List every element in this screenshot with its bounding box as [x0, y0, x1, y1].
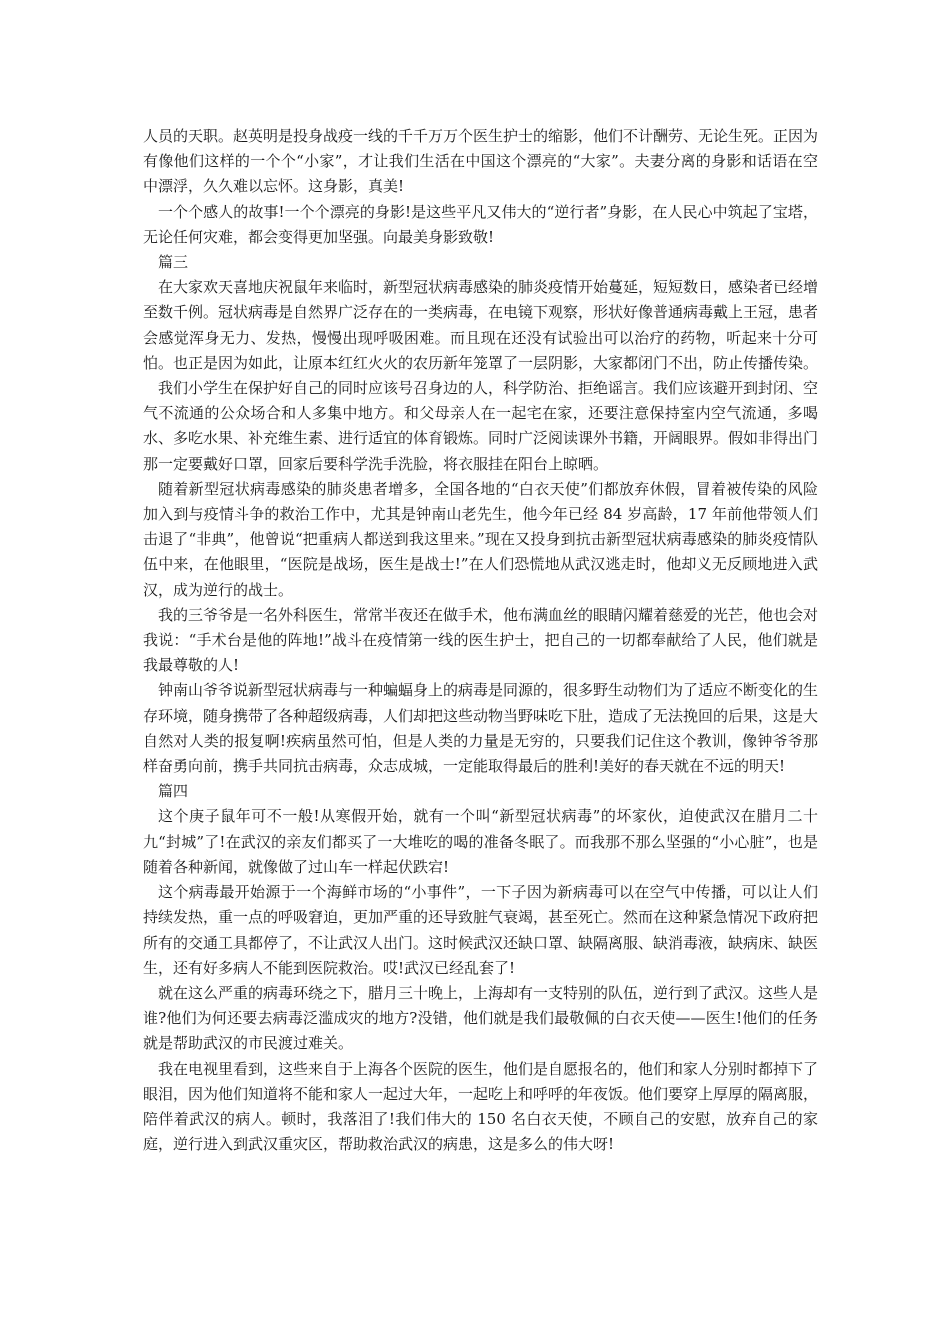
paragraph: 我的三爷爷是一名外科医生，常常半夜还在做手术，他布满血丝的眼睛闪耀着慈爱的光芒，他也会对我说：“手术台是他的阵地!”战斗在疫情第一线的医生护士，把自己的一切都奉献给了人民，他们就是我最尊敬的人!	[143, 605, 819, 675]
paragraph: 钟南山爷爷说新型冠状病毒与一种蝙蝠身上的病毒是同源的，很多野生动物们为了适应不断变化的生存环境，随身携带了各种超级病毒，人们却把这些动物当野味吃下肚，造成了无法挽回的后果，这是大自然对人类的报复啊!疾病虽然可怕，但是人类的力量是无穷的，只要我们记住这个教训，像钟爷爷那样奋勇向前，携手共同抗击病毒，众志成城，一定能取得最后的胜利!美好的春天就在不远的明天!	[143, 681, 819, 776]
paragraph: 我们小学生在保护好自己的同时应该号召身边的人，科学防治、拒绝谣言。我们应该避开到封闭、空气不流通的公众场合和人多集中地方。和父母亲人在一起宅在家，还要注意保持室内空气流通，多喝水、多吃水果、补充维生素、进行适宜的体育锻炼。同时广泛阅读课外书籍，开阔眼界。假如非得出门那一定要戴好口罩，回家后要科学洗手洗脸，将衣服挂在阳台上晾晒。	[143, 379, 819, 473]
paragraph: 人员的天职。赵英明是投身战疫一线的千千万万个医生护士的缩影，他们不计酬劳、无论生死。正因为有像他们这样的一个个“小家”，才让我们生活在中国这个漂亮的“大家”。夫妻分离的身影和话语在空中漂浮，久久难以忘怀。这身影，真美!	[143, 127, 819, 196]
paragraph: 这个庚子鼠年可不一般!从寒假开始，就有一个叫“新型冠状病毒”的坏家伙，迫使武汉在腊月二十九“封城”了!在武汉的亲友们都买了一大堆吃的喝的准备冬眠了。而我那不那么坚强的“小心脏”，也是随着各种新闻，就像做了过山车一样起伏跌宕!	[143, 807, 818, 876]
document-page	[143, 124, 818, 1157]
section-heading: 篇四	[158, 782, 189, 801]
section-heading: 篇三	[158, 253, 189, 272]
paragraph: 一个个感人的故事!一个个漂亮的身影!是这些平凡又伟大的“逆行者”身影，在人民心中筑起了宝塔，无论任何灾难，都会变得更加坚强。向最美身影致敬!	[143, 202, 818, 246]
paragraph: 我在电视里看到，这些来自于上海各个医院的医生，他们是自愿报名的，他们和家人分别时都掉下了眼泪，因为他们知道将不能和家人一起过大年，一起吃上和呼呼的年夜饭。他们要穿上厚厚的隔离服，陪伴着武汉的病人。顿时，我落泪了!我们伟大的 150 名白衣天使，不顾自己的安慰，放弃自己的家庭，逆行进入到武汉重灾区，帮助救治武汉的病患，这是多么的伟大呀!	[143, 1059, 819, 1154]
paragraph: 这个病毒最开始源于一个海鲜市场的“小事件”，一下子因为新病毒可以在空气中传播，可以让人们持续发热，重一点的呼吸窘迫，更加严重的还导致脏气衰竭，甚至死亡。然而在这种紧急情况下政府把所有的交通工具都停了，不让武汉人出门。这时候武汉还缺口罩、缺隔离服、缺消毒液，缺病床、缺医生，还有好多病人不能到医院救治。哎!武汉已经乱套了!	[143, 883, 819, 977]
paragraph: 就在这么严重的病毒环绕之下，腊月三十晚上，上海却有一支特别的队伍，逆行到了武汉。这些人是谁?他们为何还要去病毒泛滥成灾的地方?没错，他们就是我们最敬佩的白衣天使——医生!他们的任务就是帮助武汉的市民渡过难关。	[143, 983, 819, 1053]
paragraph: 在大家欢天喜地庆祝鼠年来临时，新型冠状病毒感染的肺炎疫情开始蔓延，短短数日，感染者已经增至数千例。冠状病毒是自然界广泛存在的一类病毒，在电镜下观察，形状好像普通病毒戴上王冠，患者会感觉浑身无力、发热，慢慢出现呼吸困难。而且现在还没有试验出可以治疗的药物，听起来十分可怕。也正是因为如此，让原本红红火火的农历新年笼罩了一层阴影，大家都闭门不出，防止传播传染。	[143, 278, 819, 372]
paragraph: 随着新型冠状病毒感染的肺炎患者增多，全国各地的“白衣天使”们都放弃休假，冒着被传染的风险加入到与疫情斗争的救治工作中，尤其是钟南山老先生，他今年已经 84 岁高龄，17 年前他带领人们击退了“非典”，他曾说“把重病人都送到我这里来。”现在又投身到抗击新型冠状病毒感染的肺炎疫情队伍中来，在他眼里，“医院是战场，医生是战士!”在人们恐慌地从武汉逃走时，他却义无反顾地进入武汉，成为逆行的战士。	[143, 479, 818, 599]
